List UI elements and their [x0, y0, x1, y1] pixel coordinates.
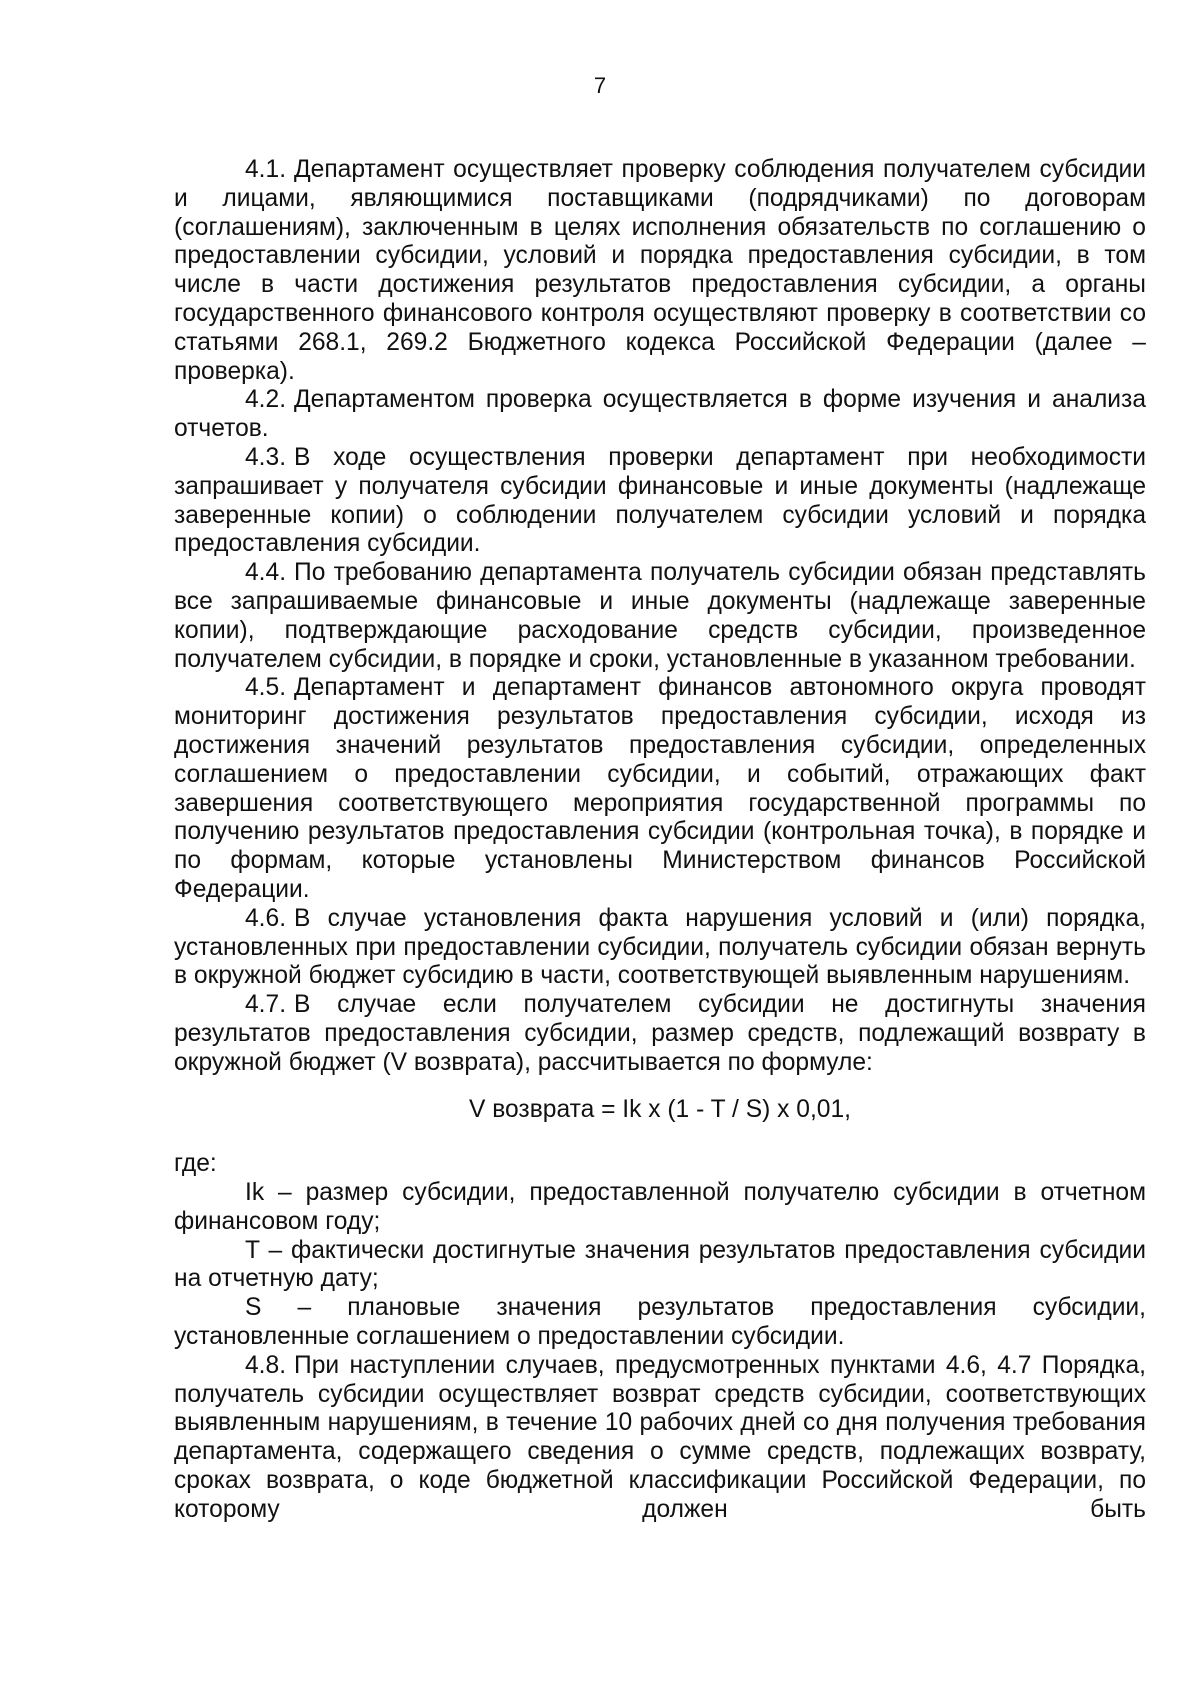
clause-number: 4.5. [245, 674, 287, 702]
paragraph-4-4 [174, 559, 1146, 674]
paragraph-4-7 [174, 991, 1146, 1077]
document-body [174, 156, 1146, 1525]
clause-text: При наступлении случаев, предусмотренных пунктами 4.6, 4.7 Порядка, получатель субсидии осуществляет возврат средств субсидии, соответствующих выявленным нарушениям, в течение 10 рабочих дней со дня получения требования департамента, содержащего сведения о сумме средств, подлежащих возврату, сроках возврата, о коде бюджетной классификации Российской Федерации, по которому должен быть [174, 1351, 1146, 1523]
clause-text: В случае установления факта нарушения условий и (или) порядка, установленных при предоставлении субсидии, получатель субсидии обязан вернуть в окружной бюджет субсидию в части, соответствующей выявленным нарушениям. [174, 904, 1146, 990]
paragraph-4-1 [174, 156, 1146, 386]
page-number: 7 [593, 73, 607, 98]
paragraph-4-2 [174, 386, 1146, 444]
return-formula: V возврата = Ik x (1 - T / S) x 0,01, [469, 1095, 851, 1123]
clause-text: Департамент осуществляет проверку соблюдения получателем субсидии и лицами, являющимися поставщиками (подрядчиками) по договорам (соглашениям), заключенным в целях исполнения обязательств по соглашению о предоставлении субсидии, условий и порядка предоставления субсидии, в том числе в части достижения результатов предоставления субсидии, а органы государственного финансового контроля осуществляют проверку в соответствии со статьями 268.1, 269.2 Бюджетного кодекса Российской Федерации (далее – проверка). [174, 156, 1146, 385]
definition-ik: Ik – размер субсидии, предоставленной получателю субсидии в отчетном финансовом году; [174, 1179, 1146, 1235]
clause-text: Департамент и департамент финансов автономного округа проводят мониторинг достижения результатов предоставления субсидии, исходя из достижения значений результатов предоставления субсидии, определенных соглашением о предоставлении субсидии, и событий, отражающих факт завершения соответствующего мероприятия государственной программы по получению результатов предоставления субсидии (контрольная точка), в порядке и по формам, которые установлены Министерством финансов Российской Федерации. [174, 674, 1146, 903]
clause-text: По требованию департамента получатель субсидии обязан представлять все запрашиваемые финансовые и иные документы (надлежаще заверенные копии), подтверждающие расходование средств субсидии, произведенное получателем субсидии, в порядке и сроки, установленные в указанном требовании. [174, 559, 1146, 673]
clause-number: 4.3. [245, 443, 287, 471]
paragraph-4-5 [174, 674, 1146, 904]
clause-number: 4.2. [245, 386, 287, 414]
clause-number: 4.7. [245, 991, 287, 1019]
definition-s: S – плановые значения результатов предоставления субсидии, установленные соглашением о предоставлении субсидии. [174, 1294, 1146, 1351]
paragraph-4-6 [174, 905, 1146, 991]
clause-text: В случае если получателем субсидии не достигнуты значения результатов предоставления субсидии, размер средств, подлежащий возврату в окружной бюджет (V возврата), рассчитывается по формуле: [174, 991, 1146, 1076]
clause-number: 4.8. [245, 1351, 287, 1379]
clause-text: Департаментом проверка осуществляется в форме изучения и анализа отчетов. [174, 386, 1146, 443]
clause-number: 4.1. [245, 156, 287, 183]
clause-text: В ходе осуществления проверки департамент при необходимости запрашивает у получателя субсидии финансовые и иные документы (надлежаще заверенные копии) о соблюдении получателем субсидии условий и порядка предоставления субсидии. [174, 443, 1146, 558]
paragraph-4-8 [174, 1352, 1146, 1525]
paragraph-4-3 [174, 444, 1146, 559]
clause-number: 4.4. [245, 559, 287, 587]
clause-number: 4.6. [245, 904, 287, 932]
where-label: где: [174, 1150, 217, 1178]
definition-t: T – фактически достигнутые значения результатов предоставления субсидии на отчетную дату; [174, 1236, 1146, 1293]
